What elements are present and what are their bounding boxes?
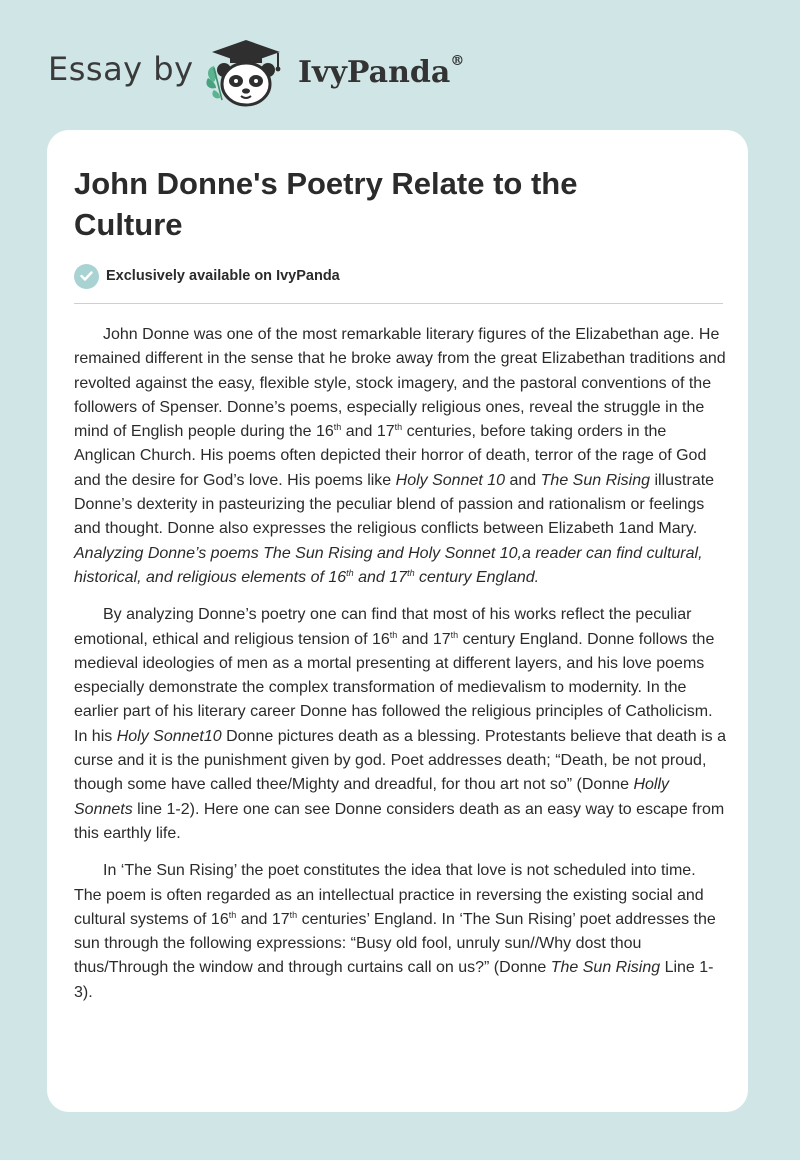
brand-name[interactable]: IvyPanda® — [298, 53, 465, 90]
text-run: centuries, before taking orders in the Anglican Church. His poems often depicted their horror of death, terror of the rage of God and the desire for God’s love. His poems like — [74, 423, 707, 489]
text-run: By analyzing Donne’s poetry one can find that most of his works reflect the peculiar emotional, ethical and religious tension of 16 — [74, 606, 692, 648]
text-run: line 1-2). Here one can see Donne considers death as an easy way to escape from this earthly life. — [74, 800, 725, 842]
exclusive-label: Exclusively available on IvyPanda — [106, 268, 340, 284]
essay-paragraph — [74, 603, 726, 846]
text-run: illustrate Donne’s dexterity in pasteurizing the peculiar blend of passion and rationalism or feelings and thought. Donne also expresses the religious conflicts between Elizabeth 1and Mary. — [74, 471, 715, 538]
essay-paragraph — [74, 859, 726, 1005]
essay-paragraph — [74, 323, 726, 590]
text-run: and 17 — [353, 568, 408, 586]
text-run: th — [450, 629, 459, 640]
text-run: In ‘The Sun Rising’ the poet constitutes the idea that love is not scheduled into time. The poem is often regarded as an intellectual practice in reversing the existing social and cultural systems of 16 — [74, 862, 704, 928]
text-run: centuries’ England. In ‘The Sun Rising’ poet addresses the sun through the following expressions: “Busy old fool, unruly sun//Why dost thou thus/Through the window and through curtains call on us?” (Donne — [74, 910, 716, 977]
text-run: th — [346, 567, 354, 578]
essay-title: John Donne's Poetry Relate to the Culture — [74, 166, 578, 242]
text-run: century England. — [414, 568, 540, 586]
text-run: Analyzing Donne’s poems The Sun Rising and Holy Sonnet 10,a reader can find cultural, historical, and religious elements of 16 — [74, 544, 703, 586]
text-run: th — [389, 629, 398, 640]
text-run: th — [407, 567, 415, 578]
essay-card — [47, 130, 748, 1112]
text-run: and 17 — [397, 630, 451, 648]
text-run: century England. Donne follows the medieval ideologies of men as a mortal presenting at different layers, and his love poems especially demonstrate the complex transformation of medievalism to modernity. In the earlier part of his literary career Donne has followed the religious principles of Catholicism. In his — [74, 630, 715, 745]
text-run: Holy Sonnet 10 — [395, 471, 506, 489]
text-run: Holy Sonnet10 — [116, 727, 222, 745]
text-run: th — [394, 422, 403, 433]
text-run: and — [505, 471, 541, 489]
panda-graduate-icon[interactable] — [200, 38, 292, 110]
check-circle-icon — [74, 264, 99, 289]
exclusive-badge — [74, 263, 340, 289]
essay-by-label: Essay by — [48, 50, 194, 88]
text-run: Holly Sonnets — [74, 776, 670, 818]
site-header — [0, 0, 800, 130]
text-run: th — [289, 909, 298, 920]
text-run: th — [228, 909, 237, 920]
essay-body — [74, 323, 726, 1018]
text-run: th — [333, 422, 342, 433]
text-run: John Donne was one of the most remarkable literary figures of the Elizabethan age. He remained different in the sense that he broke away from the great Elizabethan traditions and revolted against the easy, flexible style, stock imagery, and the pastoral conventions of the followers of Spenser. Donne’s poems, especially religious ones, reveal the struggle in the mind of English people during the 16 — [74, 326, 726, 441]
text-run: and 17 — [236, 910, 290, 928]
text-run: Line 1-3). — [74, 959, 714, 1001]
text-run: The Sun Rising — [540, 471, 651, 489]
text-run: Donne pictures death as a blessing. Protestants believe that death is a curse and it is the punishment given by god. Poet addresses death; “Death, be not proud, though some have called thee/Mighty and dreadful, for thou art not so” (Donne — [74, 727, 726, 794]
text-run: The Sun Rising — [550, 959, 661, 977]
text-run: and 17 — [341, 423, 395, 441]
divider — [74, 303, 723, 304]
